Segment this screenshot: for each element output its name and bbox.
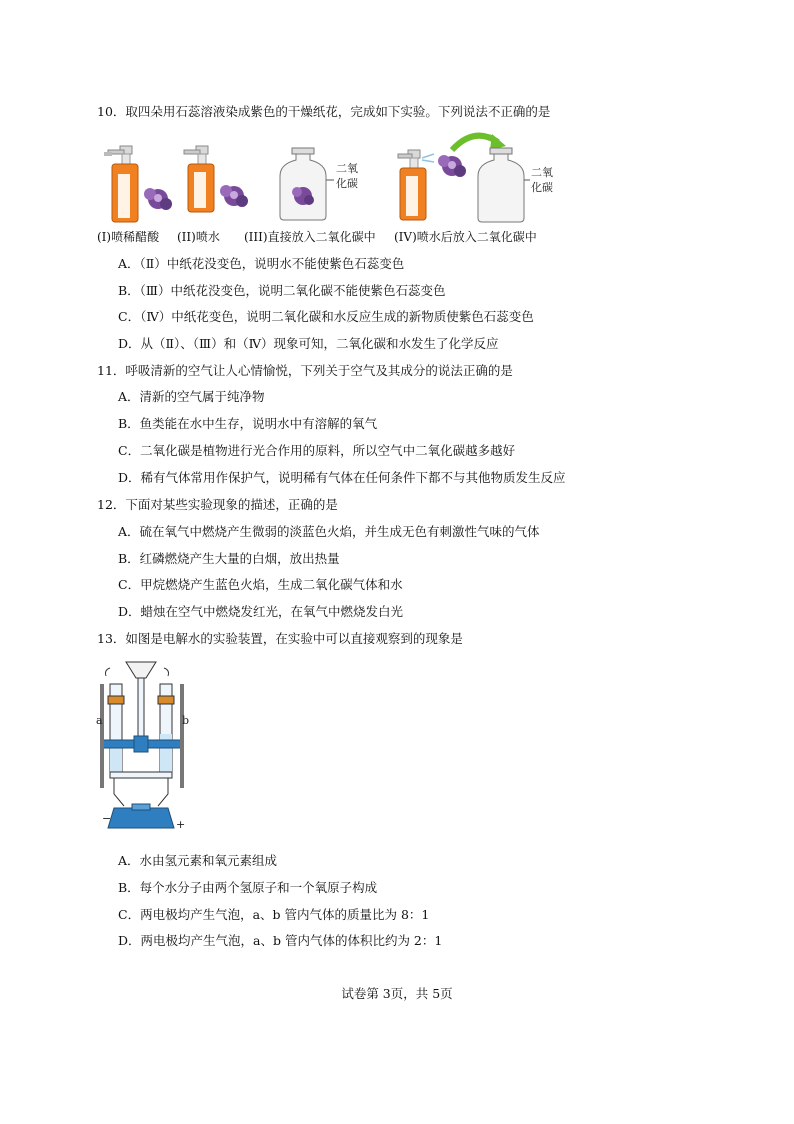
caption-2: (II)喷水	[177, 230, 220, 244]
gas-jar-icon	[280, 148, 326, 220]
label-plus: +	[176, 818, 186, 831]
figure-spray-water	[176, 144, 256, 226]
gas-jar-icon	[478, 148, 524, 222]
q13-option-c: C．两电极均产生气泡，a、b 管内气体的质量比为 8：1	[118, 907, 430, 922]
q13-stem: 13．如图是电解水的实验装置，在实验中可以直接观察到的现象是	[97, 631, 463, 646]
power-supply-icon	[108, 804, 174, 828]
co2-label-line2: 化碳	[336, 177, 358, 190]
label-a: a	[96, 714, 103, 727]
purple-flower-icon	[438, 155, 466, 177]
label-minus: −	[102, 812, 112, 825]
q12-option-b: B．红磷燃烧产生大量的白烟，放出热量	[118, 551, 340, 566]
co2-label-line2: 化碳	[531, 181, 553, 194]
q13-option-d: D．两电极均产生气泡，a、b 管内气体的体积比约为 2：1	[118, 933, 443, 948]
spray-mist-icon	[422, 154, 434, 162]
q12-option-d: D．蜡烛在空气中燃烧发红光，在氧气中燃烧发白光	[118, 604, 404, 619]
q12-option-a: A．硫在氧气中燃烧产生微弱的淡蓝色火焰，并生成无色有刺激性气味的气体	[118, 524, 540, 539]
q11-stem: 11．呼吸清新的空气让人心情愉悦，下列关于空气及其成分的说法正确的是	[97, 363, 513, 378]
spray-bottle-icon	[398, 150, 426, 220]
page-footer: 试卷第 3页，共 5页	[341, 986, 453, 1001]
spray-bottle-icon	[184, 146, 214, 212]
q11-option-d: D．稀有气体常用作保护气，说明稀有气体在任何条件下都不与其他物质发生反应	[118, 470, 566, 485]
label-b: b	[182, 714, 190, 727]
figure-spray-then-co2	[394, 128, 556, 224]
q11-option-a: A．清新的空气属于纯净物	[118, 389, 265, 404]
q10-stem: 10．取四朵用石蕊溶液染成紫色的干燥纸花，完成如下实验。下列说法不正确的是	[97, 104, 551, 119]
q13-option-a: A．水由氢元素和氧元素组成	[118, 853, 278, 868]
q12-option-c: C．甲烷燃烧产生蓝色火焰，生成二氧化碳气体和水	[118, 577, 403, 592]
spray-bottle-icon	[104, 146, 138, 222]
electrolysis-apparatus-figure	[96, 656, 190, 838]
caption-3: (III)直接放入二氧化碳中	[244, 230, 376, 244]
q10-option-d: D．从（Ⅱ）、（Ⅲ）和（Ⅳ）现象可知，二氧化碳和水发生了化学反应	[118, 336, 499, 351]
purple-flower-icon	[220, 185, 248, 207]
q12-stem: 12．下面对某些实验现象的描述，正确的是	[97, 497, 338, 512]
q11-option-b: B．鱼类能在水中生存，说明水中有溶解的氧气	[118, 416, 378, 431]
funnel-icon	[126, 662, 156, 738]
caption-1: (I)喷稀醋酸	[97, 230, 160, 244]
figure-co2-jar	[270, 146, 370, 222]
caption-4: (IV)喷水后放入二氧化碳中	[394, 230, 537, 244]
q11-option-c: C．二氧化碳是植物进行光合作用的原料，所以空气中二氧化碳越多越好	[118, 443, 516, 458]
q10-option-c: C．（Ⅳ）中纸花变色，说明二氧化碳和水反应生成的新物质使紫色石蕊变色	[118, 309, 534, 324]
figure-spray-vinegar	[100, 144, 178, 226]
purple-flower-icon	[144, 188, 172, 210]
q10-option-a: A．（Ⅱ）中纸花没变色，说明水不能使紫色石蕊变色	[118, 256, 405, 271]
co2-label-line1: 二氧	[336, 162, 358, 175]
tube-a-icon	[106, 668, 125, 772]
q13-option-b: B．每个水分子由两个氢原子和一个氧原子构成	[118, 880, 378, 895]
tube-b-icon	[158, 668, 174, 772]
co2-label-line1: 二氧	[531, 166, 553, 179]
q10-option-b: B．（Ⅲ）中纸花没变色，说明二氧化碳不能使紫色石蕊变色	[118, 283, 446, 298]
